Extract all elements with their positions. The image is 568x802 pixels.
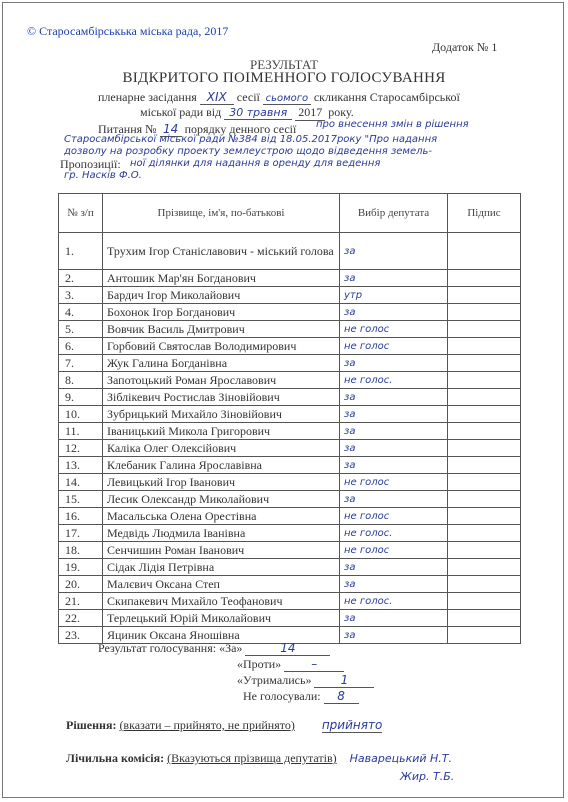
- deputy-signature: [448, 321, 521, 338]
- question-prefix: Питання №: [98, 122, 157, 136]
- row-number: 8.: [59, 372, 103, 389]
- deputy-signature: [448, 389, 521, 406]
- deputy-name: Іваницький Микола Григорович: [103, 423, 340, 440]
- col-header-name: Прізвище, ім'я, по-батькові: [103, 194, 340, 233]
- row-number: 6.: [59, 338, 103, 355]
- deputy-signature: [448, 542, 521, 559]
- table-row: [59, 508, 521, 525]
- table-row: [59, 457, 521, 474]
- deputy-signature: [448, 508, 521, 525]
- against-label: «Проти»: [237, 657, 282, 671]
- deputy-vote: не голос: [340, 321, 448, 338]
- table-row: [59, 372, 521, 389]
- row-number: 9.: [59, 389, 103, 406]
- deputy-vote: за: [340, 491, 448, 508]
- session-suffix: скликання Старосамбірської: [313, 90, 460, 104]
- session-mid: сесії: [236, 90, 260, 104]
- table-header-row: [59, 194, 521, 233]
- deputy-name: Масальська Олена Орестівна: [103, 508, 340, 525]
- vote-table: [58, 193, 521, 644]
- row-number: 11.: [59, 423, 103, 440]
- date-prefix: міської ради від: [140, 105, 222, 119]
- results-line-novote: [243, 689, 359, 704]
- convocation: сьомого: [263, 93, 311, 105]
- novote-count: 8: [324, 689, 359, 704]
- deputy-name: Сенчишин Роман Іванович: [103, 542, 340, 559]
- commission-label: Лічильна комісія:: [66, 751, 165, 765]
- deputy-vote: за: [340, 576, 448, 593]
- deputy-name: Медвідь Людмила Іванівна: [103, 525, 340, 542]
- row-number: 14.: [59, 474, 103, 491]
- row-number: 18.: [59, 542, 103, 559]
- copyright-notice: © Старосамбірськька міська рада, 2017: [27, 24, 229, 38]
- row-number: 5.: [59, 321, 103, 338]
- deputy-signature: [448, 525, 521, 542]
- table-row: [59, 576, 521, 593]
- deputy-signature: [448, 627, 521, 644]
- session-line: [98, 90, 460, 105]
- results-label: Результат голосування:: [98, 641, 217, 655]
- table-row: [59, 610, 521, 627]
- novote-label: Не голосували:: [243, 689, 321, 703]
- row-number: 15.: [59, 491, 103, 508]
- table-row: [59, 440, 521, 457]
- row-number: 16.: [59, 508, 103, 525]
- deputy-vote: за: [340, 270, 448, 287]
- decision-value: прийнято: [321, 718, 383, 732]
- session-date: 30 травня: [224, 106, 292, 120]
- commission-signature-1: Наварецький Н.Т.: [349, 752, 453, 765]
- deputy-vote: не голос.: [340, 372, 448, 389]
- row-number: 4.: [59, 304, 103, 321]
- deputy-vote: за: [340, 423, 448, 440]
- row-number: 1.: [59, 233, 103, 270]
- for-label: «За»: [219, 641, 243, 655]
- deputy-name: Трухим Ігор Станіславович - міський голова: [103, 233, 340, 270]
- deputy-signature: [448, 593, 521, 610]
- table-row: [59, 389, 521, 406]
- col-header-sign: Підпис: [448, 194, 521, 233]
- commission-line: [66, 751, 452, 766]
- deputy-name: Терлецький Юрій Миколайович: [103, 610, 340, 627]
- table-row: [59, 474, 521, 491]
- deputy-vote: не голос: [340, 474, 448, 491]
- results-line-against: [237, 657, 344, 672]
- deputy-name: Каліка Олег Олексійович: [103, 440, 340, 457]
- row-number: 22.: [59, 610, 103, 627]
- row-number: 10.: [59, 406, 103, 423]
- row-number: 17.: [59, 525, 103, 542]
- question-text-1: про внесення змін в рішення: [316, 119, 469, 130]
- deputy-name: Запотоцький Роман Ярославович: [103, 372, 340, 389]
- table-row: [59, 423, 521, 440]
- table-row: [59, 287, 521, 304]
- proposals-label: Пропозиції:: [60, 157, 121, 171]
- row-number: 7.: [59, 355, 103, 372]
- deputy-name: Яциник Оксана Яношівна: [103, 627, 340, 644]
- deputy-name: Вовчик Василь Дмитрович: [103, 321, 340, 338]
- table-row: [59, 355, 521, 372]
- deputy-name: Бохонок Ігор Богданович: [103, 304, 340, 321]
- deputy-signature: [448, 474, 521, 491]
- question-text-5: гр. Насків Ф.О.: [64, 170, 142, 181]
- deputy-signature: [448, 372, 521, 389]
- table-row: [59, 525, 521, 542]
- question-text-2: Старосамбірської міської ради №384 від 18.05.2017року "Про надання: [64, 134, 438, 145]
- deputy-signature: [448, 270, 521, 287]
- deputy-vote: не голос.: [340, 525, 448, 542]
- commission-signature-2: Жир. Т.Б.: [400, 770, 455, 783]
- session-number: XIX: [200, 90, 234, 105]
- col-header-vote: Вибір депутата: [340, 194, 448, 233]
- deputy-signature: [448, 457, 521, 474]
- decision-hint: (вказати – прийнято, не прийнято): [119, 718, 295, 732]
- deputy-vote: не голос: [340, 338, 448, 355]
- deputy-vote: не голос: [340, 508, 448, 525]
- deputy-vote: за: [340, 304, 448, 321]
- row-number: 19.: [59, 559, 103, 576]
- against-count: –: [284, 657, 344, 672]
- deputy-vote: не голос.: [340, 593, 448, 610]
- deputy-name: Горбовий Святослав Володимирович: [103, 338, 340, 355]
- deputy-name: Бардич Ігор Миколайович: [103, 287, 340, 304]
- deputy-vote: за: [340, 233, 448, 270]
- deputy-name: Зубрицький Михайло Зіновійович: [103, 406, 340, 423]
- row-number: 3.: [59, 287, 103, 304]
- deputy-vote: не голос: [340, 542, 448, 559]
- question-suffix: порядку денного сесії: [184, 122, 297, 136]
- results-line-for: [98, 641, 330, 656]
- deputy-vote: за: [340, 440, 448, 457]
- table-row: [59, 559, 521, 576]
- col-header-num: № з/п: [59, 194, 103, 233]
- session-prefix: пленарне засідання: [98, 90, 197, 104]
- deputy-signature: [448, 576, 521, 593]
- deputy-vote: за: [340, 559, 448, 576]
- row-number: 23.: [59, 627, 103, 644]
- deputy-signature: [448, 610, 521, 627]
- deputy-name: Клебаник Галина Ярославівна: [103, 457, 340, 474]
- table-row: [59, 304, 521, 321]
- date-suffix: року.: [328, 105, 354, 119]
- row-number: 21.: [59, 593, 103, 610]
- row-number: 2.: [59, 270, 103, 287]
- table-row: [59, 270, 521, 287]
- question-number: 14: [160, 122, 182, 137]
- decision-line: [66, 718, 382, 733]
- table-row: [59, 542, 521, 559]
- deputy-name: Антошик Мар'ян Богданович: [103, 270, 340, 287]
- table-row: [59, 491, 521, 508]
- deputy-vote: за: [340, 355, 448, 372]
- deputy-signature: [448, 338, 521, 355]
- deputy-vote: за: [340, 457, 448, 474]
- deputy-signature: [448, 440, 521, 457]
- deputy-signature: [448, 355, 521, 372]
- row-number: 20.: [59, 576, 103, 593]
- question-text-4: ної ділянки для надання в оренду для ведення: [130, 158, 381, 169]
- deputy-name: Лесик Олександр Миколайович: [103, 491, 340, 508]
- annex-number: Додаток № 1: [432, 40, 498, 54]
- deputy-vote: утр: [340, 287, 448, 304]
- deputy-vote: за: [340, 610, 448, 627]
- deputy-signature: [448, 233, 521, 270]
- deputy-vote: за: [340, 389, 448, 406]
- results-line-abstain: [237, 673, 374, 688]
- deputy-signature: [448, 406, 521, 423]
- deputy-vote: за: [340, 406, 448, 423]
- deputy-vote: за: [340, 627, 448, 644]
- session-year: 2017: [295, 105, 325, 121]
- table-row: [59, 406, 521, 423]
- deputy-signature: [448, 491, 521, 508]
- deputy-name: Жук Галина Богданівна: [103, 355, 340, 372]
- deputy-name: Малєвич Оксана Степ: [103, 576, 340, 593]
- table-row: [59, 321, 521, 338]
- row-number: 12.: [59, 440, 103, 457]
- row-number: 13.: [59, 457, 103, 474]
- for-count: 14: [245, 641, 330, 656]
- table-row: [59, 233, 521, 270]
- commission-hint: (Вказуються прізвища депутатів): [167, 751, 337, 765]
- table-row: [59, 338, 521, 355]
- table-row: [59, 593, 521, 610]
- deputy-name: Скипакевич Михайло Теофанович: [103, 593, 340, 610]
- deputy-name: Сідак Лідія Петрівна: [103, 559, 340, 576]
- deputy-signature: [448, 287, 521, 304]
- decision-label: Рішення:: [66, 718, 117, 732]
- deputy-signature: [448, 304, 521, 321]
- deputy-signature: [448, 559, 521, 576]
- question-text-3: дозволу на розробку проекту землеустрою щодо відведення земель-: [64, 146, 433, 157]
- deputy-signature: [448, 423, 521, 440]
- doc-title: РЕЗУЛЬТАТ: [249, 57, 319, 72]
- deputy-name: Левицький Ігор Іванович: [103, 474, 340, 491]
- abstain-count: 1: [314, 673, 374, 688]
- abstain-label: «Утримались»: [237, 673, 312, 687]
- deputy-name: Зіблікевич Ростислав Зіновійович: [103, 389, 340, 406]
- doc-subtitle: ВІДКРИТОГО ПОІМЕННОГО ГОЛОСУВАННЯ: [122, 70, 446, 86]
